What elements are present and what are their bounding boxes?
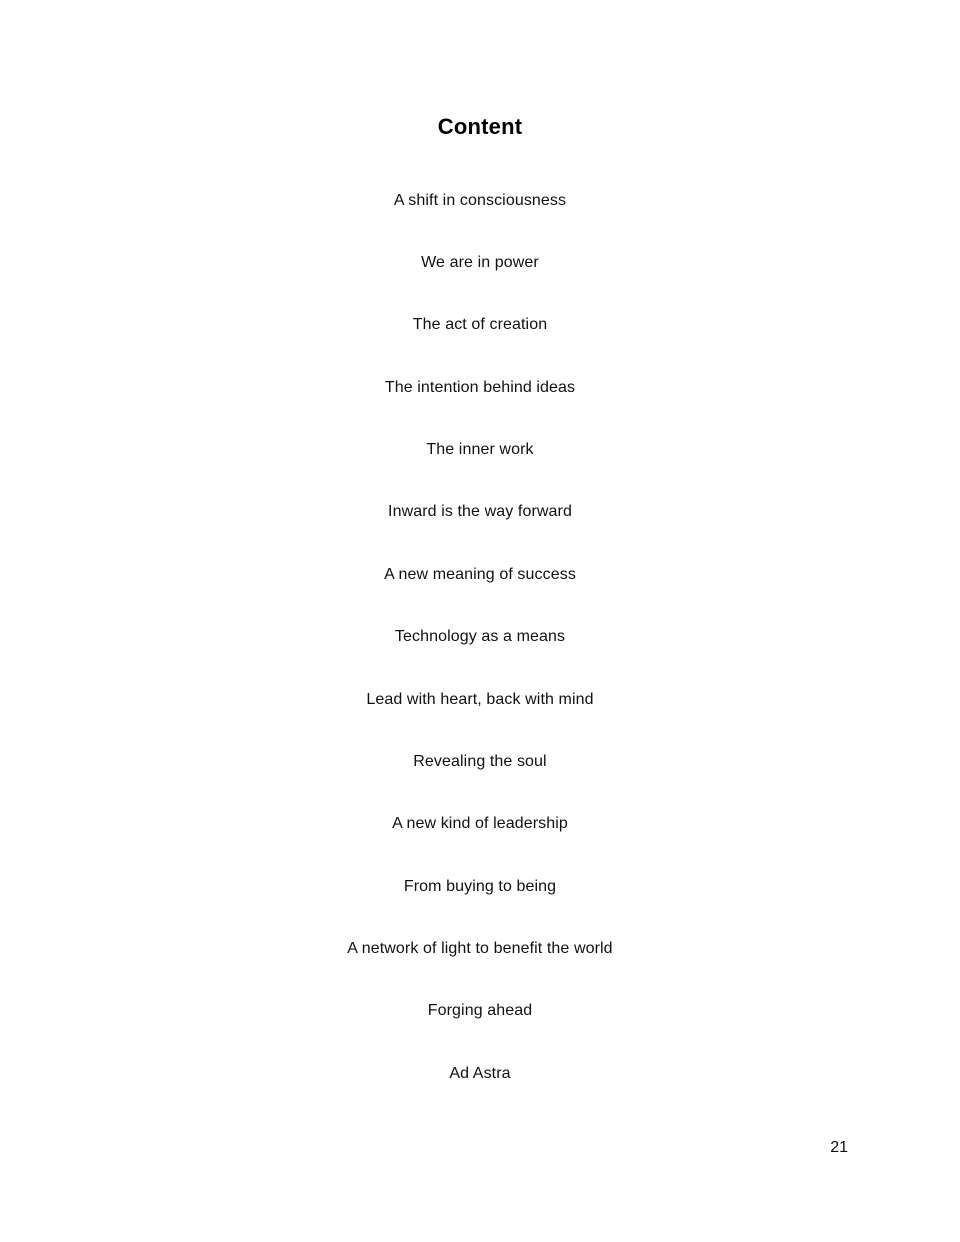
- toc-item: Inward is the way forward: [388, 503, 572, 521]
- toc-item: Lead with heart, back with mind: [366, 690, 594, 708]
- toc-item: A new kind of leadership: [392, 815, 568, 833]
- toc-item: Ad Astra: [449, 1064, 511, 1082]
- toc-item: We are in power: [421, 254, 539, 272]
- toc-item: A shift in consciousness: [393, 191, 567, 209]
- table-of-contents: [0, 169, 960, 1104]
- toc-item: Revealing the soul: [413, 752, 547, 770]
- toc-item: A network of light to benefit the world: [347, 939, 613, 957]
- toc-item: The act of creation: [412, 316, 548, 334]
- page-title: Content: [437, 114, 523, 139]
- toc-item: The intention behind ideas: [384, 378, 576, 396]
- toc-item: The inner work: [426, 441, 534, 459]
- toc-item: A new meaning of success: [384, 565, 576, 583]
- toc-item: From buying to being: [403, 877, 557, 895]
- toc-item: Technology as a means: [394, 628, 566, 646]
- page-number: 21: [830, 1139, 848, 1156]
- toc-item: Forging ahead: [427, 1002, 533, 1020]
